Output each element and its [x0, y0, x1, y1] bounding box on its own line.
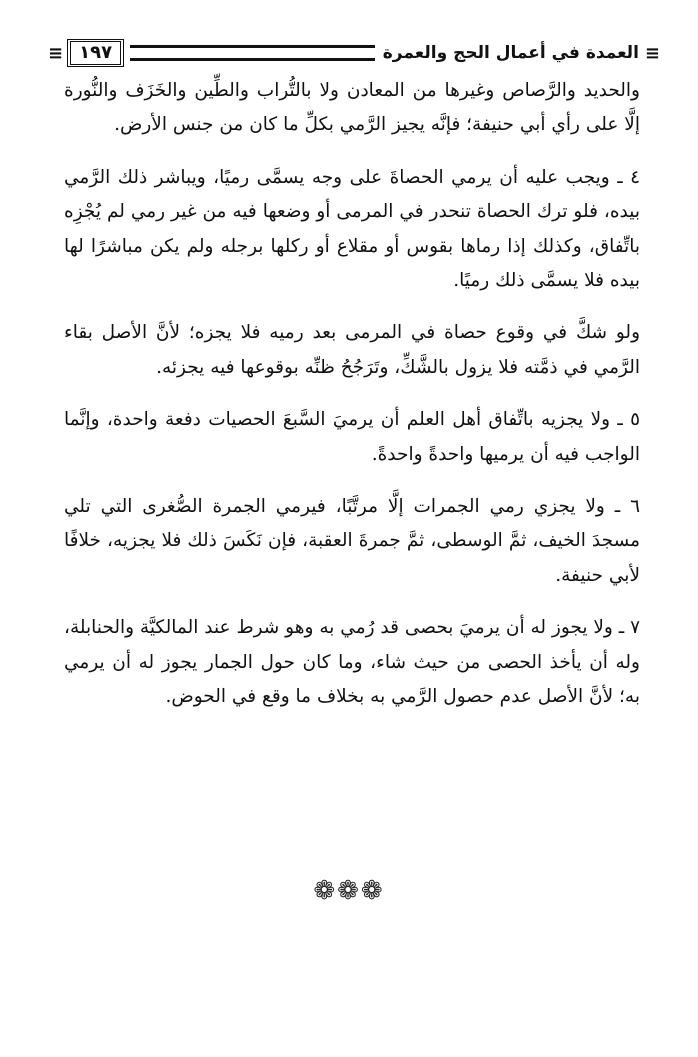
running-header [48, 38, 660, 68]
paragraph-3: ولو شكَّ في وقوع حصاة في المرمى بعد رميه فلا يجزه؛ لأنَّ الأصل بقاء الرَّمي في ذمَّته فلا يزول بالشَّكِّ، وتَرَجُحُ ظنِّه بوقوعها فيه يجزئه. [64, 322, 641, 378]
page-number: ١٩٧ [67, 39, 124, 67]
header-marker: ≡ [644, 42, 660, 64]
paragraph-1: والحديد والرَّصاص وغيرها من المعادن ولا بالتُّراب والطِّين والخَزَف والنُّورة إلَّا على رأي أبي حنيفة؛ فإنَّه يجيز الرَّمي بكلِّ ما كان من جنس الأرض. [64, 80, 640, 136]
paragraph-2: ٤ ـ ويجب عليه أن يرمي الحصاةَ على وجه يسمَّى رميًا، ويباشر ذلك الرَّمي بيده، فلو ترك الحصاة تنحدر في المرمى أو وضعها فيه من غير رمي لم يُجْزِه باتِّفاق، وكذلك إذا رماها بقوس أو مقلاع أو ركلها برجله ولم يكن مباشرًا لها بيده فلا يسمَّى ذلك رميًا. [64, 166, 640, 292]
paragraph-4: ٥ ـ ولا يجزيه باتِّفاق أهل العلم أن يرميَ السَّبعَ الحصيات دفعة واحدة، وإنَّما الواجب فيه أن يرميها واحدةً واحدةً. [64, 409, 640, 465]
paragraph-6: ٧ ـ ولا يجوز له أن يرميَ بحصى قد رُمي به وهو شرط عند المالكيَّة والحنابلة، وله أن يأخذ الحصى من حيث شاء، وما كان حول الجمار يجوز له أن يرمي به؛ لأنَّ الأصل عدم حصول الرَّمي به بخلاف ما وقع في الحوض. [64, 617, 640, 708]
paragraph-5: ٦ ـ ولا يجزي رمي الجمرات إلَّا مرتَّبًا، فيرمي الجمرة الصُّغرى التي تلي مسجدَ الخيف، ثمَّ الوسطى، ثمَّ جمرةَ العقبة، فإن نَكَسَ ذلك فلا يجزيه، خلافًا لأبي حنيفة. [64, 496, 640, 586]
book-title: العمدة في أعمال الحج والعمرة [382, 43, 639, 63]
header-rule [130, 45, 375, 61]
section-end-ornament-icon: ❁❁❁ [313, 876, 385, 906]
header-end-marker: ≡ [48, 42, 64, 64]
body-text [64, 74, 640, 733]
